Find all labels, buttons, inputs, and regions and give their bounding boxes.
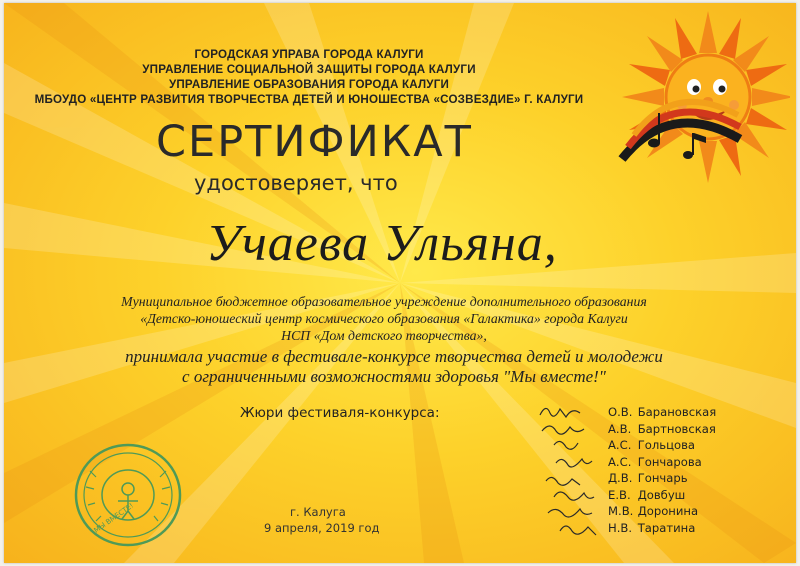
jury-member: А.С. Гольцова bbox=[608, 438, 696, 452]
certificate-subtitle: удостоверяет, что bbox=[194, 171, 398, 195]
header-line-4: МБОУДО «ЦЕНТР РАЗВИТИЯ ТВОРЧЕСТВА ДЕТЕЙ И ЮНОШЕСТВА «СОЗВЕЗДИЕ» Г. КАЛУГИ bbox=[34, 93, 584, 106]
participation-line-2: с ограниченными возможностями здоровья "Мы вместе!" bbox=[182, 367, 606, 386]
jury-label: Жюри фестиваля-конкурса: bbox=[240, 405, 440, 421]
jury-member: Н.В. Таратина bbox=[608, 520, 696, 535]
recipient-name: Учаева Ульяна, bbox=[206, 215, 558, 272]
organization-line-1: Муниципальное бюджетное образовательное учреждение дополнительного образования bbox=[121, 294, 647, 309]
certificate-page bbox=[4, 3, 796, 563]
jury-member: М.В. Доронина bbox=[608, 504, 699, 518]
footer-city: г. Калуга bbox=[290, 505, 346, 519]
stamp-text: МЫ ВМЕСТЕ! bbox=[92, 501, 135, 535]
organization-line-2: «Детско-юношеский центр космического образования «Галактика» города Калуги bbox=[140, 311, 628, 326]
jury-member: Д.В. Гончарь bbox=[608, 471, 688, 485]
jury-member: А.С. Гончарова bbox=[608, 454, 702, 469]
organization-block bbox=[104, 293, 664, 344]
jury-member: О.В. Барановская bbox=[608, 405, 717, 419]
participation-block bbox=[84, 347, 704, 387]
header-line-2: УПРАВЛЕНИЕ СОЦИАЛЬНОЙ ЗАЩИТЫ ГОРОДА КАЛУГИ bbox=[142, 63, 476, 76]
header-line-1: ГОРОДСКАЯ УПРАВА ГОРОДА КАЛУГИ bbox=[194, 48, 424, 61]
footer-date: 9 апреля, 2019 год bbox=[264, 521, 380, 535]
certificate-title: СЕРТИФИКАТ bbox=[156, 117, 473, 167]
header-authorities bbox=[14, 47, 604, 107]
sun-mascot-icon bbox=[610, 9, 790, 189]
jury-member: Е.В. Довбуш bbox=[608, 487, 686, 502]
festival-stamp-icon bbox=[72, 441, 184, 549]
signature-icon bbox=[532, 401, 606, 549]
header-line-3: УПРАВЛЕНИЕ ОБРАЗОВАНИЯ ГОРОДА КАЛУГИ bbox=[168, 78, 449, 91]
jury-list bbox=[608, 405, 768, 537]
jury-member: А.В. Бартновская bbox=[608, 421, 716, 436]
participation-line-1: принимала участие в фестивале-конкурсе творчества детей и молодежи bbox=[125, 347, 663, 366]
organization-line-3: НСП «Дом детского творчества», bbox=[281, 328, 487, 343]
